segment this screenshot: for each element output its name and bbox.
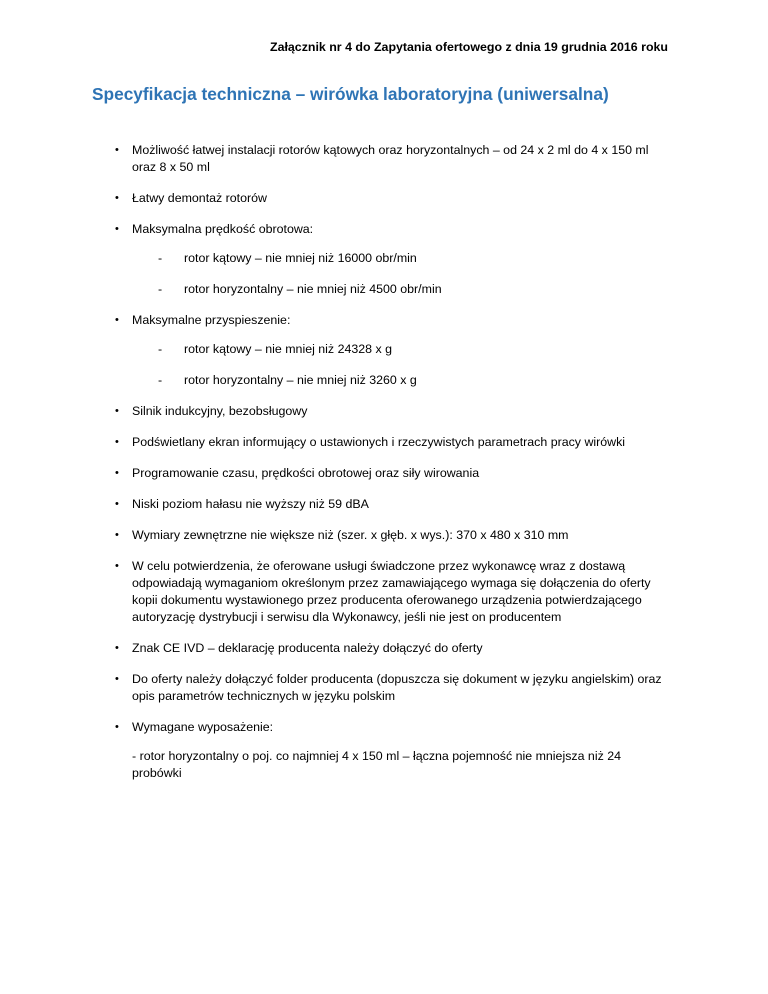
bullet-icon: •	[115, 436, 119, 448]
sub-list-item	[0, 281, 768, 298]
bullet-icon: •	[115, 498, 119, 510]
list-item-text: Wymagane wyposażenie:	[132, 720, 274, 734]
bullet-icon: •	[115, 314, 119, 326]
list-item-text: W celu potwierdzenia, że oferowane usługi świadczone przez wykonawcę wraz z dostawą odpowiadają wymaganiom określonym przez zamawiającego wymaga się dołączenia do oferty kopii dokumentu wystawionego przez producenta oferowanego urządzenia potwierdzającego autoryzację dystrybucji i serwisu dla Wykonawcy, jeśli nie jest on producentem	[132, 559, 651, 624]
sub-list-item	[0, 250, 768, 267]
sub-list-item-text: rotor horyzontalny – nie mniej niż 4500 obr/min	[184, 282, 442, 296]
list-item	[0, 221, 768, 238]
sub-list-item-text: rotor kątowy – nie mniej niż 24328 x g	[184, 342, 392, 356]
dash-icon: -	[158, 282, 163, 296]
list-item	[0, 312, 768, 329]
list-item-text: Podświetlany ekran informujący o ustawionych i rzeczywistych parametrach pracy wirówki	[132, 435, 626, 449]
list-item-text: Do oferty należy dołączyć folder producenta (dopuszcza się dokument w języku angielskim) oraz opis parametrów technicznych w języku polskim	[132, 672, 662, 703]
sub-list-item	[0, 341, 768, 358]
sub-list-item	[0, 372, 768, 389]
list-item	[0, 142, 768, 176]
list-item	[0, 640, 768, 657]
list-item-text: Łatwy demontaż rotorów	[132, 191, 267, 205]
bullet-icon: •	[115, 192, 119, 204]
page-title: Specyfikacja techniczna – wirówka laboratoryjna (uniwersalna)	[92, 84, 609, 104]
bullet-icon: •	[115, 529, 119, 541]
list-item	[0, 434, 768, 451]
bullet-icon: •	[115, 673, 119, 685]
list-item-text: Programowanie czasu, prędkości obrotowej oraz siły wirowania	[132, 466, 480, 480]
bullet-icon: •	[115, 721, 119, 733]
list-item-text: Maksymalne przyspieszenie:	[132, 313, 291, 327]
specification-list	[0, 142, 768, 782]
bullet-icon: •	[115, 467, 119, 479]
list-item-text: Silnik indukcyjny, bezobsługowy	[132, 404, 308, 418]
bullet-icon: •	[115, 144, 119, 156]
list-item	[0, 403, 768, 420]
bullet-icon: •	[115, 642, 119, 654]
list-item-text: Maksymalna prędkość obrotowa:	[132, 222, 314, 236]
list-item	[0, 671, 768, 705]
bullet-icon: •	[115, 405, 119, 417]
list-item	[0, 190, 768, 207]
bullet-icon: •	[115, 560, 119, 572]
sub-list-item-text: rotor horyzontalny – nie mniej niż 3260 x g	[184, 373, 417, 387]
list-item	[0, 527, 768, 544]
list-item	[0, 496, 768, 513]
dash-icon: -	[158, 373, 163, 387]
list-item	[0, 558, 768, 626]
list-item-text: Znak CE IVD – deklarację producenta należy dołączyć do oferty	[132, 641, 483, 655]
list-item	[0, 719, 768, 736]
dash-icon: -	[158, 251, 163, 265]
bullet-icon: •	[115, 223, 119, 235]
annex-header: Załącznik nr 4 do Zapytania ofertowego z dnia 19 grudnia 2016 roku	[270, 40, 668, 54]
list-item-text: Możliwość łatwej instalacji rotorów kątowych oraz horyzontalnych – od 24 x 2 ml do 4 x 150 ml oraz 8 x 50 ml	[132, 143, 649, 174]
equipment-note: - rotor horyzontalny o poj. co najmniej 4 x 150 ml – łączna pojemność nie mniejsza niż 24 probówki	[132, 749, 621, 780]
dash-icon: -	[158, 342, 163, 356]
list-item-text: Niski poziom hałasu nie wyższy niż 59 dBA	[132, 497, 369, 511]
sub-list-item-text: rotor kątowy – nie mniej niż 16000 obr/min	[184, 251, 417, 265]
list-item	[0, 465, 768, 482]
list-item-text: Wymiary zewnętrzne nie większe niż (szer. x głęb. x wys.): 370 x 480 x 310 mm	[132, 528, 569, 542]
